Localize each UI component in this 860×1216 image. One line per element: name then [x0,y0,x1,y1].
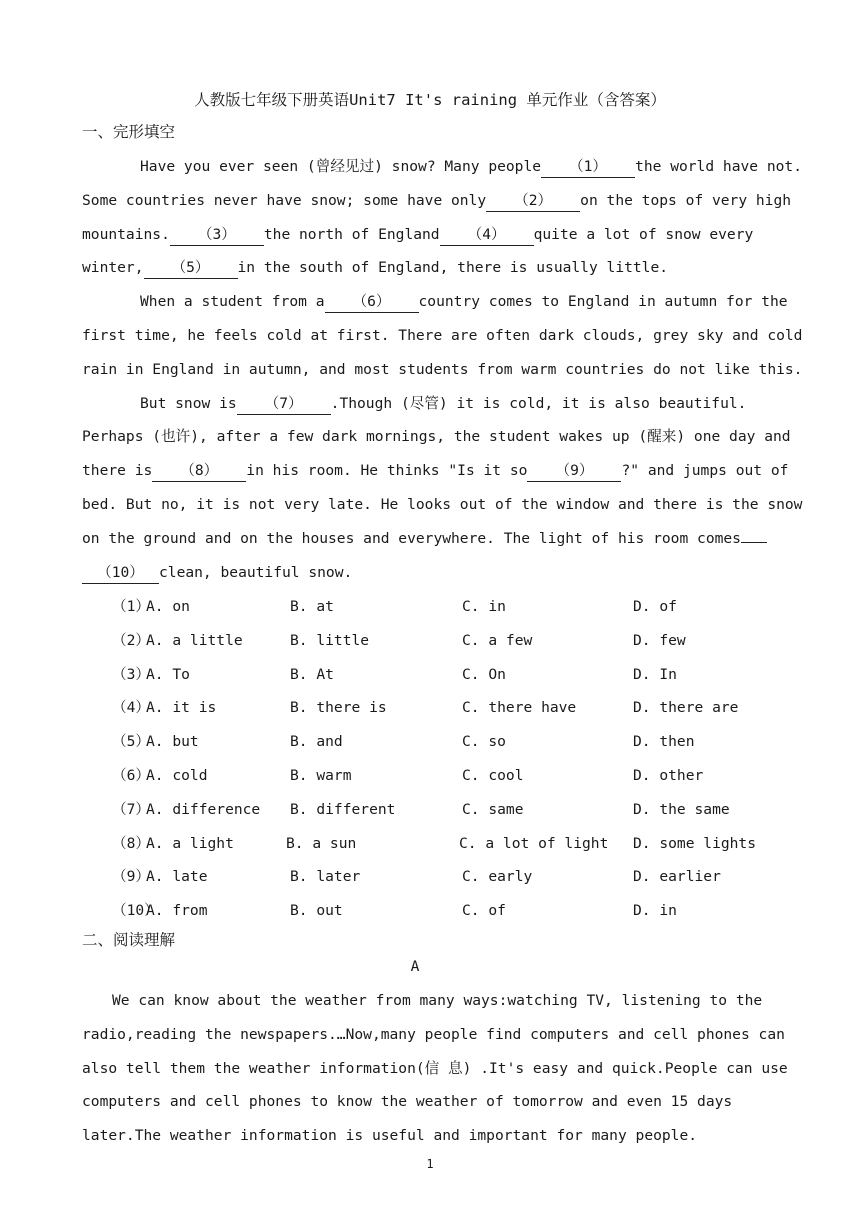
passage-line: Perhaps (也许), after a few dark mornings, the student wakes up (醒来) one day and [82,428,791,446]
section-heading-cloze: 一、完形填空 [82,123,176,141]
reading-line: radio,reading the newspapers.…Now,many people find computers and cell phones can [82,1025,785,1043]
passage-line: rain in England in autumn, and most students from warm countries do not like this. [82,360,803,378]
blank-9: （9） [527,461,621,482]
passage-line: there is （8） in his room. He thinks "Is it so （9） ?" and jumps out of [82,454,807,488]
page-number: 1 [426,1157,434,1171]
passage-line: Some countries never have snow; some have only （2） on the tops of very high [82,184,807,218]
blank-4: （4） [440,225,534,246]
passage-line: Have you ever seen (曾经见过) snow? Many people （1） the world have not. [82,150,807,184]
blank-10-start [741,542,767,543]
passage-line: （10） clean, beautiful snow. [82,556,807,590]
reading-line: later.The weather information is useful and important for many people. [82,1127,698,1145]
blank-10: （10） [82,563,159,584]
document-page: 人教版七年级下册英语Unit7 It's raining 单元作业（含答案） 一、完形填空 Have you ever seen (曾经见过) snow? Many people （1） the world have not. Some countries never have snow; some have only （2） on the tops of very high mountains. （3） the north of England （4） quite a lot of snow every winter, （5） in the south of England, there is usually little. When a student from a （6） country comes to England in autumn for the first time, he feels cold at first. There are often dark clouds, grey sky and cold rain in England in autumn, and most students from warm countries do not like this. But snow is （7） .Though (尽管) it is cold, it is also beautiful. Perhaps (也许), after a few dark mornings, the student wakes up (醒来) one day and there is （8） in his room. He thinks "Is it so （9） ?" and jumps out of bed. But no, it is not very late. He looks out of the window and there is the snow on the ground and on the houses and everywhere. The light of his room comes （10） clean, beautiful snow. （1） A. on B. at C. in D. of （2） A. a little B. little C. a few D. few （3） A. To B. At C. On D. In （4） A. it is B. there is C. there have D. there are （5） A. but B. and C. so D. then （6） A. cold B. warm C. cool D. other （7） A. difference B. different C. same D. the same （8） A. a light B. a sun C. a lot of light D. some lights （9） A. late B. later C. early D. earlier （10） A. from B. out C. of D. in 二、阅读理解 A We can know about the weather from many ways:watching TV, listening to the radio,reading the newspapers.…Now,many people find computers and cell phones can also tell them the weather information(信 息) .It's easy and quick.People can use computers and cell phones to know the weather of tomorrow and even 15 days later.The weather information is useful and important for many people. 1 [0,0,860,1216]
passage-line: on the ground and on the houses and everywhere. The light of his room comes [82,522,807,556]
cloze-passage [82,150,807,589]
passage-line: When a student from a （6） country comes to England in autumn for the [82,285,807,319]
section-heading-reading: 二、阅读理解 [82,931,176,949]
passage-line: bed. But no, it is not very late. He looks out of the window and there is the snow [82,495,803,513]
blank-1: （1） [541,157,635,178]
blank-5: （5） [144,258,238,279]
blank-6: （6） [325,292,419,313]
reading-line: also tell them the weather information(信 息) .It's easy and quick.People can use [82,1059,788,1077]
passage-letter: A [410,958,420,975]
blank-8: （8） [152,461,246,482]
blank-3: （3） [170,225,264,246]
reading-line: computers and cell phones to know the weather of tomorrow and even 15 days [82,1093,733,1111]
reading-line: We can know about the weather from many ways:watching TV, listening to the [112,992,763,1009]
blank-7: （7） [237,394,331,415]
passage-line: mountains. （3） the north of England （4） quite a lot of snow every [82,218,807,252]
passage-line: winter, （5） in the south of England, there is usually little. [82,251,807,285]
reading-passage [82,984,792,1153]
passage-line: first time, he feels cold at first. There are often dark clouds, grey sky and cold [82,326,803,344]
document-title: 人教版七年级下册英语Unit7 It's raining 单元作业（含答案） [194,91,666,109]
passage-line: But snow is （7） .Though (尽管) it is cold, it is also beautiful. [82,387,807,421]
blank-2: （2） [486,191,580,212]
